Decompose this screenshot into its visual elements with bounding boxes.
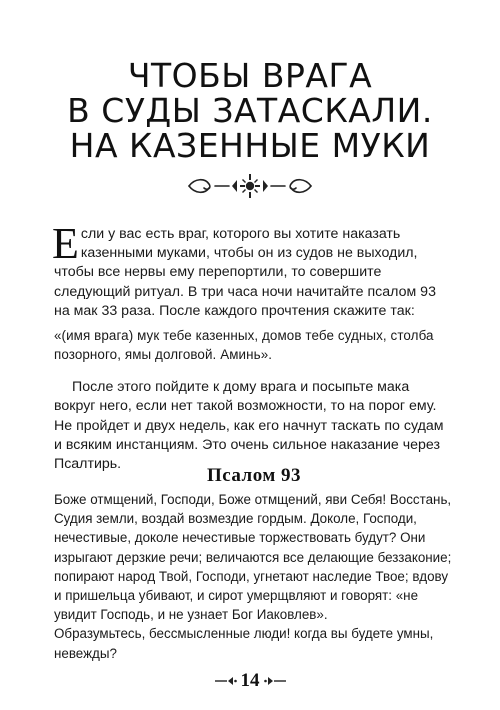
title-line-1: ЧТОБЫ ВРАГА [127, 56, 373, 95]
intro-text: сли у вас есть враг, которого вы хотите наказать казенными муками, чтобы он из судов не выходил, чтобы все нервы ему перепортили, то совершите следующий ритуал. В три часа ночи начитайте псалом 93 на мак 33 раза. После каждого прочтения скажите так: [54, 226, 436, 319]
title-line-3: НА КАЗЕННЫЕ МУКИ [69, 126, 431, 165]
psalm-paragraph-1: Боже отмщений, Господи, Боже отмщений, яви Себя! Восстань, Судия земли, воздай возмездие гордым. Доколе, Господи, нечестивые, доколе нечестивые торжествовать будут? Они изрыгают дерзкие речи; величаются все делающие беззаконие; попирают народ Твой, Господи, угнетают наследие Твое; вдову и пришельца убивают, и сирот умерщвляют и говорят: «не увидит Господь, и не узнает Бог Иаковлев». [54, 492, 452, 623]
prayer-quote: «(имя врага) мук тебе казенных, домов тебе судных, столба позорного, ямы долговой. Аминь». [54, 328, 434, 362]
page-number-right-ornament-icon [264, 675, 288, 687]
page-number-value: 14 [240, 670, 260, 691]
psalm-heading: Псалом 93 [206, 465, 302, 486]
psalm-text [54, 490, 454, 663]
page-title [40, 58, 460, 163]
instruction-paragraph: После этого пойдите к дому врага и посыпьте мака вокруг него, если нет такой возможности, то на порог ему. Не пройдет и двух недель, как его начнут таскать по судам и всяким инстанциям. Это очень сильное наказание через Псалтирь. [54, 379, 444, 473]
intro-paragraph [52, 219, 454, 321]
page-number-left-ornament-icon [213, 675, 237, 687]
drop-cap: Е [52, 219, 79, 268]
title-line-2: В СУДЫ ЗАТАСКАЛИ. [67, 91, 433, 130]
ornament-divider-icon [185, 172, 315, 200]
page-number [200, 670, 300, 694]
psalm-paragraph-2: Образумьтесь, бессмысленные люди! когда вы будете умны, невежды? [54, 626, 434, 661]
